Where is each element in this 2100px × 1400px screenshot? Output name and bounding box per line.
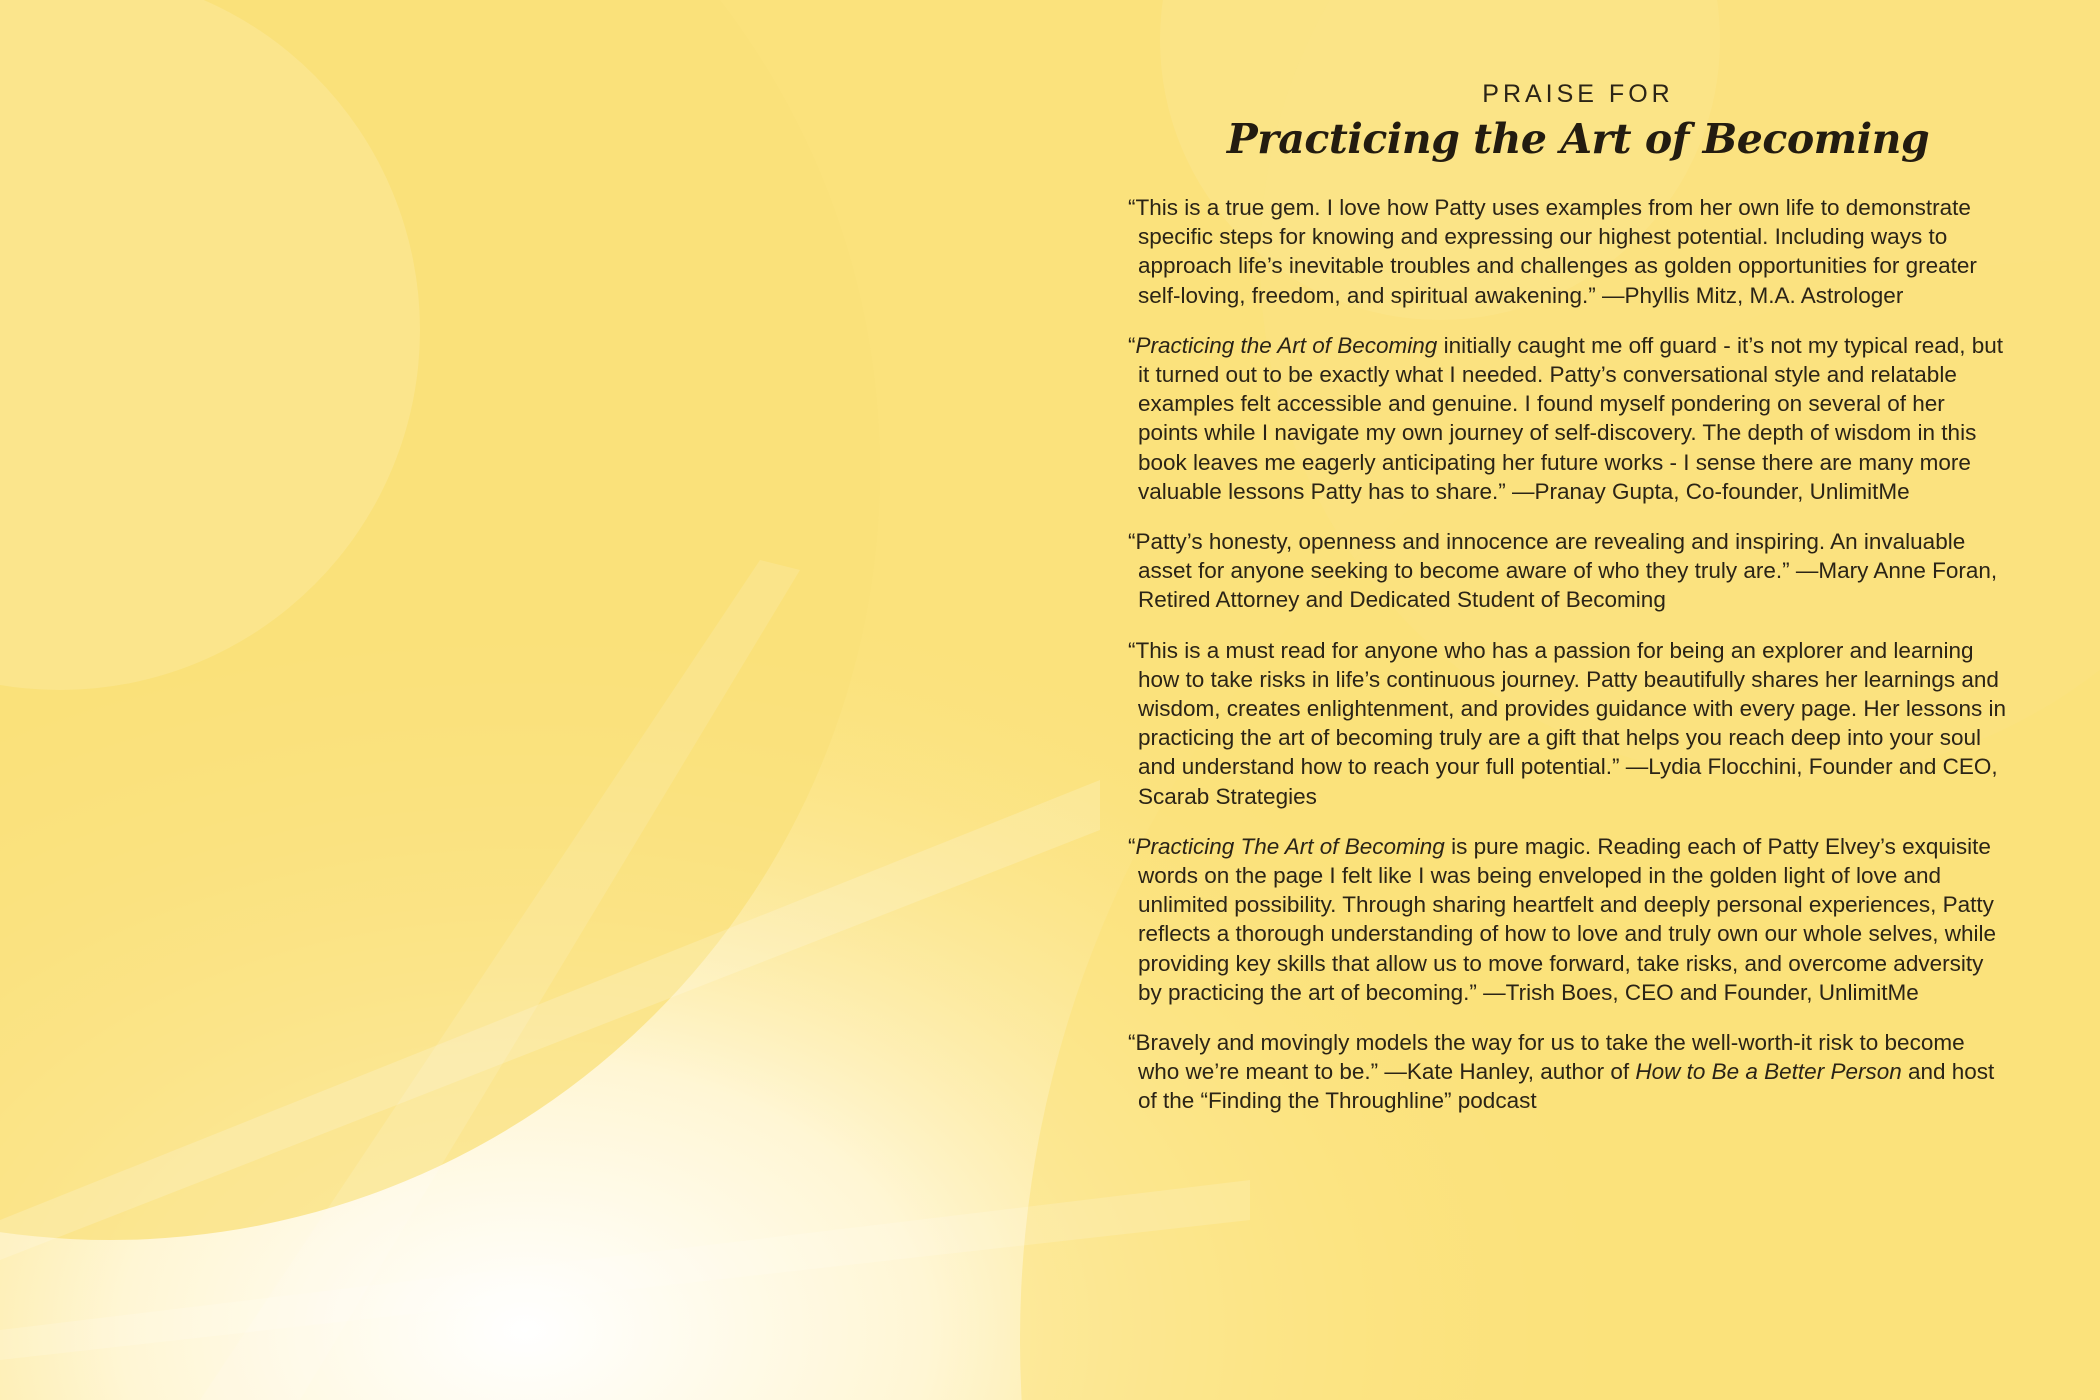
testimonial <box>1128 193 2008 310</box>
testimonial-text: “This is a must read for anyone who has a passion for being an explorer and learning how to take risks in life’s continuous journey. Patty beautifully shares her learnings and wisdom, creates enlightenment, and provides guidance with every page. Her lessons in practicing the art of becoming truly are a gift that helps you reach deep into your soul and understand how to reach your full potential.” —Lydia Flocchini, Founder and CEO, Scarab Strategies <box>1128 637 2006 809</box>
testimonial <box>1128 832 2008 1007</box>
testimonial-text: “Bravely and movingly models the way for us to take the well-worth-it risk to become who we’re meant to be.” —Kate Hanley, author of <box>1128 1030 1965 1085</box>
testimonial <box>1128 1028 2008 1116</box>
testimonial-text-tail: and host of the “Finding the Throughline” podcast <box>1138 1059 1995 1114</box>
book-title: Practicing the Art of Becoming <box>1226 115 1930 163</box>
testimonial-text: is pure magic. Reading each of Patty Elvey’s exquisite words on the page I felt like I was being enveloped in the golden light of love and unlimited possibility. Through sharing heartfelt and deeply personal experiences, Patty reflects a thorough understanding of how to love and truly own our whole selves, while providing key skills that allow us to move forward, take risks, and overcome adversity by practicing the art of becoming.” —Trish Boes, CEO and Founder, UnlimitMe <box>1138 833 1996 1005</box>
testimonial-text: “Patty’s honesty, openness and innocence are revealing and inspiring. An invaluable asset for anyone seeking to become aware of who they truly are.” —Mary Anne Foran, Retired Attorney and Dedicated Student of Becoming <box>1128 529 1998 613</box>
testimonial-text: “This is a true gem. I love how Patty uses examples from her own life to demonstrate specific steps for knowing and expressing our highest potential. Including ways to approach life’s inevitable troubles and challenges as golden opportunities for greater self-loving, freedom, and spiritual awakening.” —Phyllis Mitz, M.A. Astrologer <box>1128 195 1977 308</box>
praise-panel <box>1128 80 2008 1137</box>
praise-for-label: PRAISE FOR <box>1482 80 1674 108</box>
testimonial-text: initially caught me off guard - it’s not my typical read, but it turned out to be exactly what I needed. Patty’s conversational style and relatable examples felt accessible and genuine. I found myself pondering on several of her points while I navigate my own journey of self-discovery. The depth of wisdom in this book leaves me eagerly anticipating her future works - I sense there are many more valuable lessons Patty has to share.” —Pranay Gupta, Co-founder, UnlimitMe <box>1138 332 2004 504</box>
testimonial-cited-book: How to Be a Better Person <box>1635 1059 1902 1085</box>
testimonial <box>1128 636 2008 811</box>
testimonial-book-title: Practicing The Art of Becoming <box>1135 833 1445 859</box>
testimonial-book-title: Practicing the Art of Becoming <box>1135 332 1438 358</box>
open-quote-mark: “ <box>1128 332 1136 358</box>
open-quote-mark: “ <box>1128 833 1136 859</box>
testimonial <box>1128 331 2008 506</box>
testimonial <box>1128 527 2008 615</box>
